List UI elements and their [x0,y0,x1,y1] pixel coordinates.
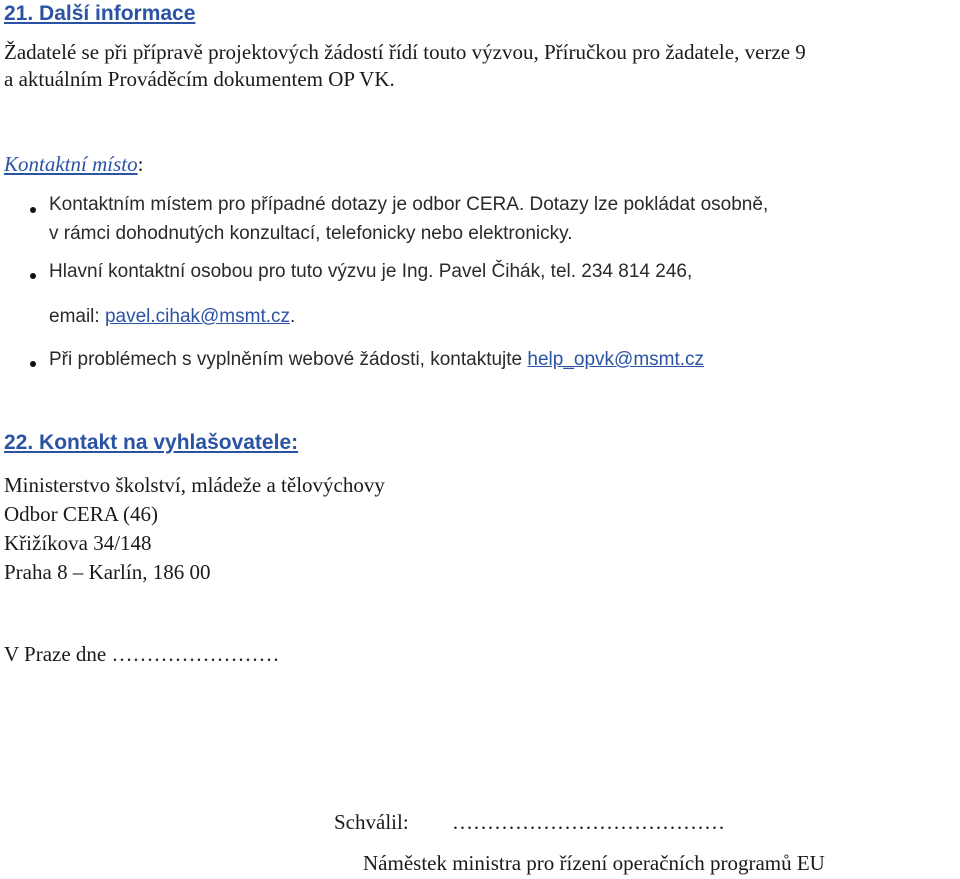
bullet-3-text: Při problémech s vyplněním webové žádosti, kontaktujte [49,349,528,370]
bullet-icon [30,361,36,367]
intro-line-1: Žadatelé se při přípravě projektových žádostí řídí touto výzvou, Příručkou pro žadatele, verze 9 [4,40,806,64]
bullet-1-line-2: v rámci dohodnutých konzultací, telefonicky nebo elektronicky. [49,223,573,244]
place-date-line: V Praze dne …………………… [4,642,280,666]
approved-label: Schválil: [334,810,409,834]
bullet-2-line-1: Hlavní kontaktní osobou pro tuto výzvu je Ing. Pavel Čihák, tel. 234 814 246, [49,261,693,282]
contact-label: Kontaktní místo [4,152,138,176]
address-line-ministry: Ministerstvo školství, mládeže a tělovýchovy [4,473,385,497]
email-link-pavel-cihak[interactable]: pavel.cihak@msmt.cz [104,306,291,327]
address-line-city: Praha 8 – Karlín, 186 00 [4,560,211,584]
bullet-icon [30,207,36,213]
approved-signature-dots: ………………………………… [452,810,725,834]
bullet-2-line-2 [49,306,295,328]
email-prefix: email: [49,306,105,327]
section-22-heading: 22. Kontakt na vyhlašovatele: [4,431,299,454]
intro-line-2: a aktuálním Prováděcím dokumentem OP VK. [4,67,395,91]
section-21-heading: 21. Další informace [4,2,196,25]
approved-title: Náměstek ministra pro řízení operačních programů EU [363,851,825,875]
bullet-3-line [49,349,704,371]
address-line-department: Odbor CERA (46) [4,502,158,526]
contact-label-row [4,152,143,177]
address-line-street: Křižíkova 34/148 [4,531,152,555]
contact-label-colon: : [137,152,144,176]
bullet-icon [30,273,36,279]
email-link-help-opvk[interactable]: help_opvk@msmt.cz [527,349,705,370]
bullet-1-text-1: Kontaktním místem pro případné dotazy je odbor CERA. Dotazy lze pokládat osobně, [49,194,769,215]
email-suffix: . [290,306,296,327]
bullet-1-line-1 [49,194,768,216]
